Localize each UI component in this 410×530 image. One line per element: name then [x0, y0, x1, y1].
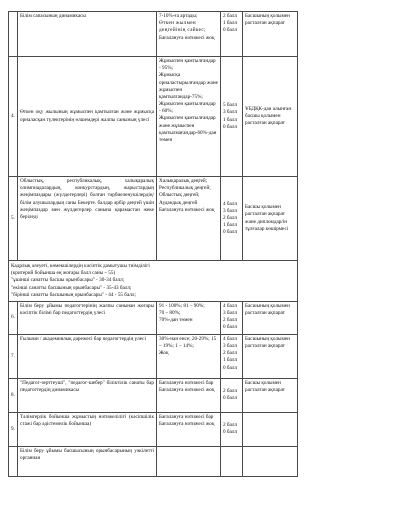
values-cell [157, 446, 221, 476]
points-line: 1 балл [223, 116, 238, 123]
documents-cell [243, 446, 298, 476]
row-number [9, 446, 18, 476]
documents-cell: Басшы қолымен расталған ақпарат [243, 378, 298, 412]
points-line: 0 балл [223, 429, 238, 436]
values-cell [157, 334, 221, 378]
value-line: Жұмыспен қамтылғандар - 95%; [159, 58, 216, 72]
points-line: 3 балл [223, 310, 238, 317]
criterion-cell: Ғылыми / академиялық дәрежесі бар педагогтердің үлесі [18, 334, 157, 378]
points-line: 3 балл [223, 343, 238, 350]
points-line: 0 балл [223, 229, 238, 236]
value-line: Жұмысқа орналастырылғандар және жұмыспен қамтылғандар-75%; [159, 72, 218, 100]
points-line: 3 балл [223, 109, 238, 116]
value-line: Жоқ [159, 350, 169, 357]
value-line: Жұмыспен қамтылғандар - 60%; [159, 101, 216, 115]
table-row [9, 177, 298, 261]
points-line: 2 балл [223, 422, 238, 429]
table-row [9, 334, 298, 378]
value-line: 70 – 80%; [159, 310, 181, 317]
points-line: 2 балл [223, 388, 238, 395]
section-line: "екінші санатты басшының орынбасары" - 35-43 балл; [11, 284, 132, 291]
value-line: 30%-нан енсе; 20-29%; 15 – 19%; 1 – 14%; [159, 335, 217, 350]
value-line: Бағалануға нәтижесі жоқ [159, 206, 215, 213]
value-line: 7-10%-ға артады; [159, 13, 198, 19]
section-line: Кадрлық әлеуеті, көмекшілердің кәсіптік дамытушы тиімділігі [11, 263, 150, 269]
points-line: 3 балл [223, 207, 238, 214]
criterion-cell: Білім сапасының динамикасы [18, 12, 157, 57]
table-row [9, 446, 298, 476]
criterion-cell: Тәлімгерлік бойынша жұмыстың нәтижелілігі (кәсіпшілік стажі бар әдістемелік бойынша) [18, 412, 157, 446]
values-cell [157, 412, 221, 446]
value-line: Бағалануға нәтижесі бар [159, 413, 214, 420]
documents-cell: Басшының қолымен расталған ақпарат [243, 301, 298, 334]
row-number: 8. [9, 378, 18, 412]
points-line: 0 балл [223, 395, 238, 402]
documents-cell: Басшының қолымен расталған ақпарат [243, 334, 298, 378]
points-line: 4 балл [223, 200, 238, 207]
criterion-cell: "Педагог-зерттеуші", "педагог-шебер" біліктілік санаты бар педагогтердің динамикасы [18, 378, 157, 412]
values-cell [157, 57, 221, 177]
value-line: 70%-дан төмен [159, 317, 193, 324]
points-cell [221, 12, 243, 57]
points-line: 4 балл [223, 335, 238, 342]
points-line: 2 балл [223, 13, 238, 19]
values-cell [157, 378, 221, 412]
criterion-cell: Білім беру ұйымы басшысының орынбасарының уәкілетті органнан [18, 446, 157, 476]
points-cell [221, 446, 243, 476]
points-line: 0 балл [223, 364, 238, 371]
points-cell [221, 301, 243, 334]
row-number: 5. [9, 177, 18, 261]
value-line: Бағалануға нәтижесі жоқ [159, 421, 215, 428]
table-row [9, 12, 298, 57]
table-row [9, 412, 298, 446]
points-line: 1 балл [223, 20, 238, 27]
section-row [9, 261, 298, 302]
values-cell [157, 301, 221, 334]
points-cell [221, 412, 243, 446]
section-line: (критерий бойынша ең жоғары балл саны – 55) [11, 270, 116, 277]
section-line: "ұшінші санатты басшы орынбасары" - 30-34 балл; [11, 277, 125, 284]
section-heading [9, 261, 298, 302]
points-line: 0 балл [223, 27, 238, 34]
values-cell [157, 177, 221, 261]
criterion-cell: Облыстық, республикалық, халықаралық олимпиадалардың, конкурстардың, жарыстардың жеңімпаздары (жүлдегерлері) болған тәрбиеленушілердің/білім алушылардың саны Бекерте. балдар әрбір деңгей үшін жеңімпаздар мен жүлдегерлер санына қарамастан жеке беріледі [18, 177, 157, 261]
points-line: 4 балл [223, 302, 238, 309]
documents-cell: Басшы қолымен расталған ақпарат және дипломдар/ін тұлғалар көшірмесі [243, 177, 298, 261]
value-line: 91 - 100%; 81 – 90%; [159, 302, 205, 309]
values-cell [157, 12, 221, 57]
row-number: 7. [9, 334, 18, 378]
criterion-cell: Өткен оқу жылының жұмыспен қамтылған және жұмысқа орналасқан түлектерінің өлшемдері жалпы санының үлесі [18, 57, 157, 177]
criterion-cell: Білім беру ұйымы педагогтерінің жалпы санынан жоғары кәсіптік білімі бар педагогтердің үлесі [18, 301, 157, 334]
criteria-table [8, 11, 298, 477]
points-cell [221, 177, 243, 261]
value-line: Аудандық деңгей [159, 199, 198, 206]
points-cell [221, 57, 243, 177]
points-line: 2 балл [223, 317, 238, 324]
documents-cell: ҰБДҚК-дан алынған басшы қолымен расталған ақпарат [243, 57, 298, 177]
value-line: Облыстық деңгей; [159, 192, 200, 199]
value-line: Халықаралық деңгей; [159, 178, 208, 184]
row-number: 9. [9, 412, 18, 446]
documents-cell [243, 412, 298, 446]
row-number: 4. [9, 57, 18, 177]
value-line: Бағалануға нәтижесі жоқ [159, 34, 215, 41]
section-line: "бірінші санатты басшының орынбасары" - 44 - 55 балл; [11, 291, 136, 298]
table-row [9, 378, 298, 412]
documents-cell: Басшының қолымен расталған ақпарат [243, 12, 298, 57]
value-line: Бағалануға нәтижесі жоқ [159, 387, 215, 394]
points-line: 5 балл [223, 102, 238, 109]
points-cell [221, 378, 243, 412]
value-line: Өткен жылмен деңгейінің сәйкес; [159, 20, 206, 34]
points-line: 2 балл [223, 214, 238, 221]
points-cell [221, 334, 243, 378]
points-line: 1 балл [223, 222, 238, 229]
points-line: 2 балл [223, 350, 238, 357]
points-line: 1 балл [223, 357, 238, 364]
points-line: 0 балл [223, 123, 238, 130]
points-line: 0 балл [223, 324, 238, 331]
table-row [9, 301, 298, 334]
row-number: 6. [9, 301, 18, 334]
value-line: Бағалануға нәтижесі бар [159, 379, 214, 386]
row-number [9, 12, 18, 57]
table-row [9, 57, 298, 177]
value-line: Республикалық деңгей; [159, 185, 211, 192]
value-line: Жұмыспен қамтылғандар және жұмыспен қамтылмағандар-60%-дан төмен [159, 115, 217, 143]
